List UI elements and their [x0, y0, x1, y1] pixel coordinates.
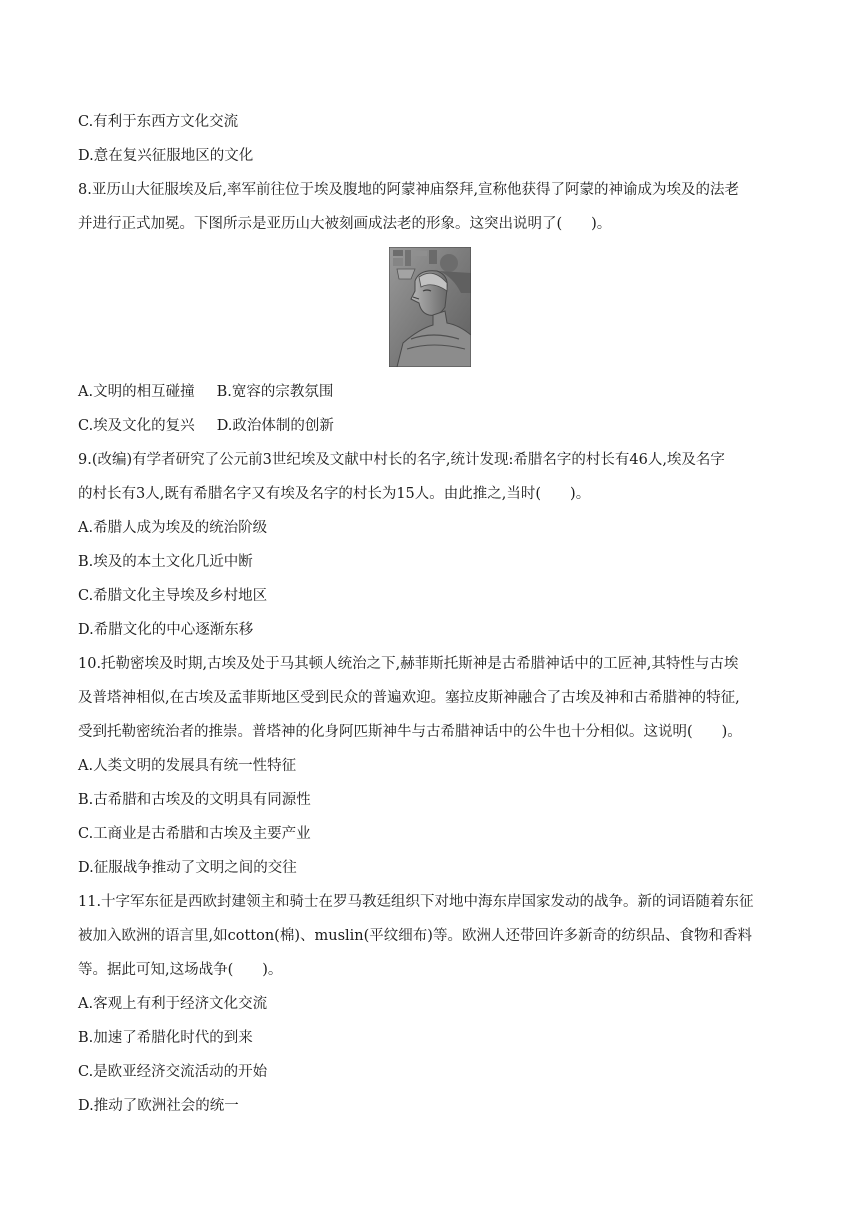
q8-stem-line1: 8.亚历山大征服埃及后,率军前往位于埃及腹地的阿蒙神庙祭拜,宣称他获得了阿蒙的神谕成为埃及的法老: [78, 182, 740, 198]
q10-stem-line3: 受到托勒密统治者的推崇。普塔神的化身阿匹斯神牛与古希腊神话中的公牛也十分相似。这说明( )。: [78, 724, 742, 740]
q7-option-c: C.有利于东西方文化交流: [78, 114, 239, 130]
q9-option-a: A.希腊人成为埃及的统治阶级: [78, 520, 268, 536]
q8-options-row2: [78, 416, 790, 436]
q10-stem-line2: 及普塔神相似,在古埃及孟菲斯地区受到民众的普遍欢迎。塞拉皮斯神融合了古埃及神和古希腊神的特征,: [78, 690, 740, 706]
q9-option-b: B.埃及的本土文化几近中断: [78, 554, 253, 570]
q9-option-d: D.希腊文化的中心逐渐东移: [78, 622, 254, 638]
q10-option-a: A.人类文明的发展具有统一性特征: [78, 758, 297, 774]
pharaoh-relief-image: [389, 247, 471, 367]
q9-option-c: C.希腊文化主导埃及乡村地区: [78, 588, 268, 604]
q9-stem-line1: 9.(改编)有学者研究了公元前3世纪埃及文献中村长的名字,统计发现:希腊名字的村长有46人,埃及名字: [78, 452, 725, 468]
pharaoh-relief-icon: [389, 247, 471, 367]
q8-stem-line2: 并进行正式加冕。下图所示是亚历山大被刻画成法老的形象。这突出说明了( )。: [78, 216, 612, 232]
q10-stem-line1: 10.托勒密埃及时期,古埃及处于马其顿人统治之下,赫菲斯托斯神是古希腊神话中的工匠神,其特性与古埃: [78, 656, 739, 672]
q8-options-row1: [78, 382, 790, 402]
q11-stem-line3: 等。据此可知,这场战争( )。: [78, 962, 283, 978]
q8-option-b: B.宽容的宗教氛围: [216, 384, 334, 400]
q11-option-c: C.是欧亚经济交流活动的开始: [78, 1064, 268, 1080]
q11-stem-line1: 11.十字军东征是西欧封建领主和骑士在罗马教廷组织下对地中海东岸国家发动的战争。新的词语随着东征: [78, 894, 754, 910]
q11-option-d: D.推动了欧洲社会的统一: [78, 1098, 239, 1114]
q11-stem-line2: 被加入欧洲的语言里,如cotton(棉)、muslin(平纹细布)等。欧洲人还带回许多新奇的纺织品、食物和香料: [78, 928, 752, 944]
q11-option-a: A.客观上有利于经济文化交流: [78, 996, 268, 1012]
q10-option-d: D.征服战争推动了文明之间的交往: [78, 860, 297, 876]
q10-option-c: C.工商业是古希腊和古埃及主要产业: [78, 826, 311, 842]
q10-option-b: B.古希腊和古埃及的文明具有同源性: [78, 792, 311, 808]
q8-option-a: A.文明的相互碰撞: [78, 384, 195, 400]
q7-option-d: D.意在复兴征服地区的文化: [78, 148, 254, 164]
q8-option-d: D.政治体制的创新: [216, 418, 334, 434]
q11-option-b: B.加速了希腊化时代的到来: [78, 1030, 253, 1046]
q8-option-c: C.埃及文化的复兴: [78, 418, 195, 434]
q9-stem-line2: 的村长有3人,既有希腊名字又有埃及名字的村长为15人。由此推之,当时( )。: [78, 486, 591, 502]
